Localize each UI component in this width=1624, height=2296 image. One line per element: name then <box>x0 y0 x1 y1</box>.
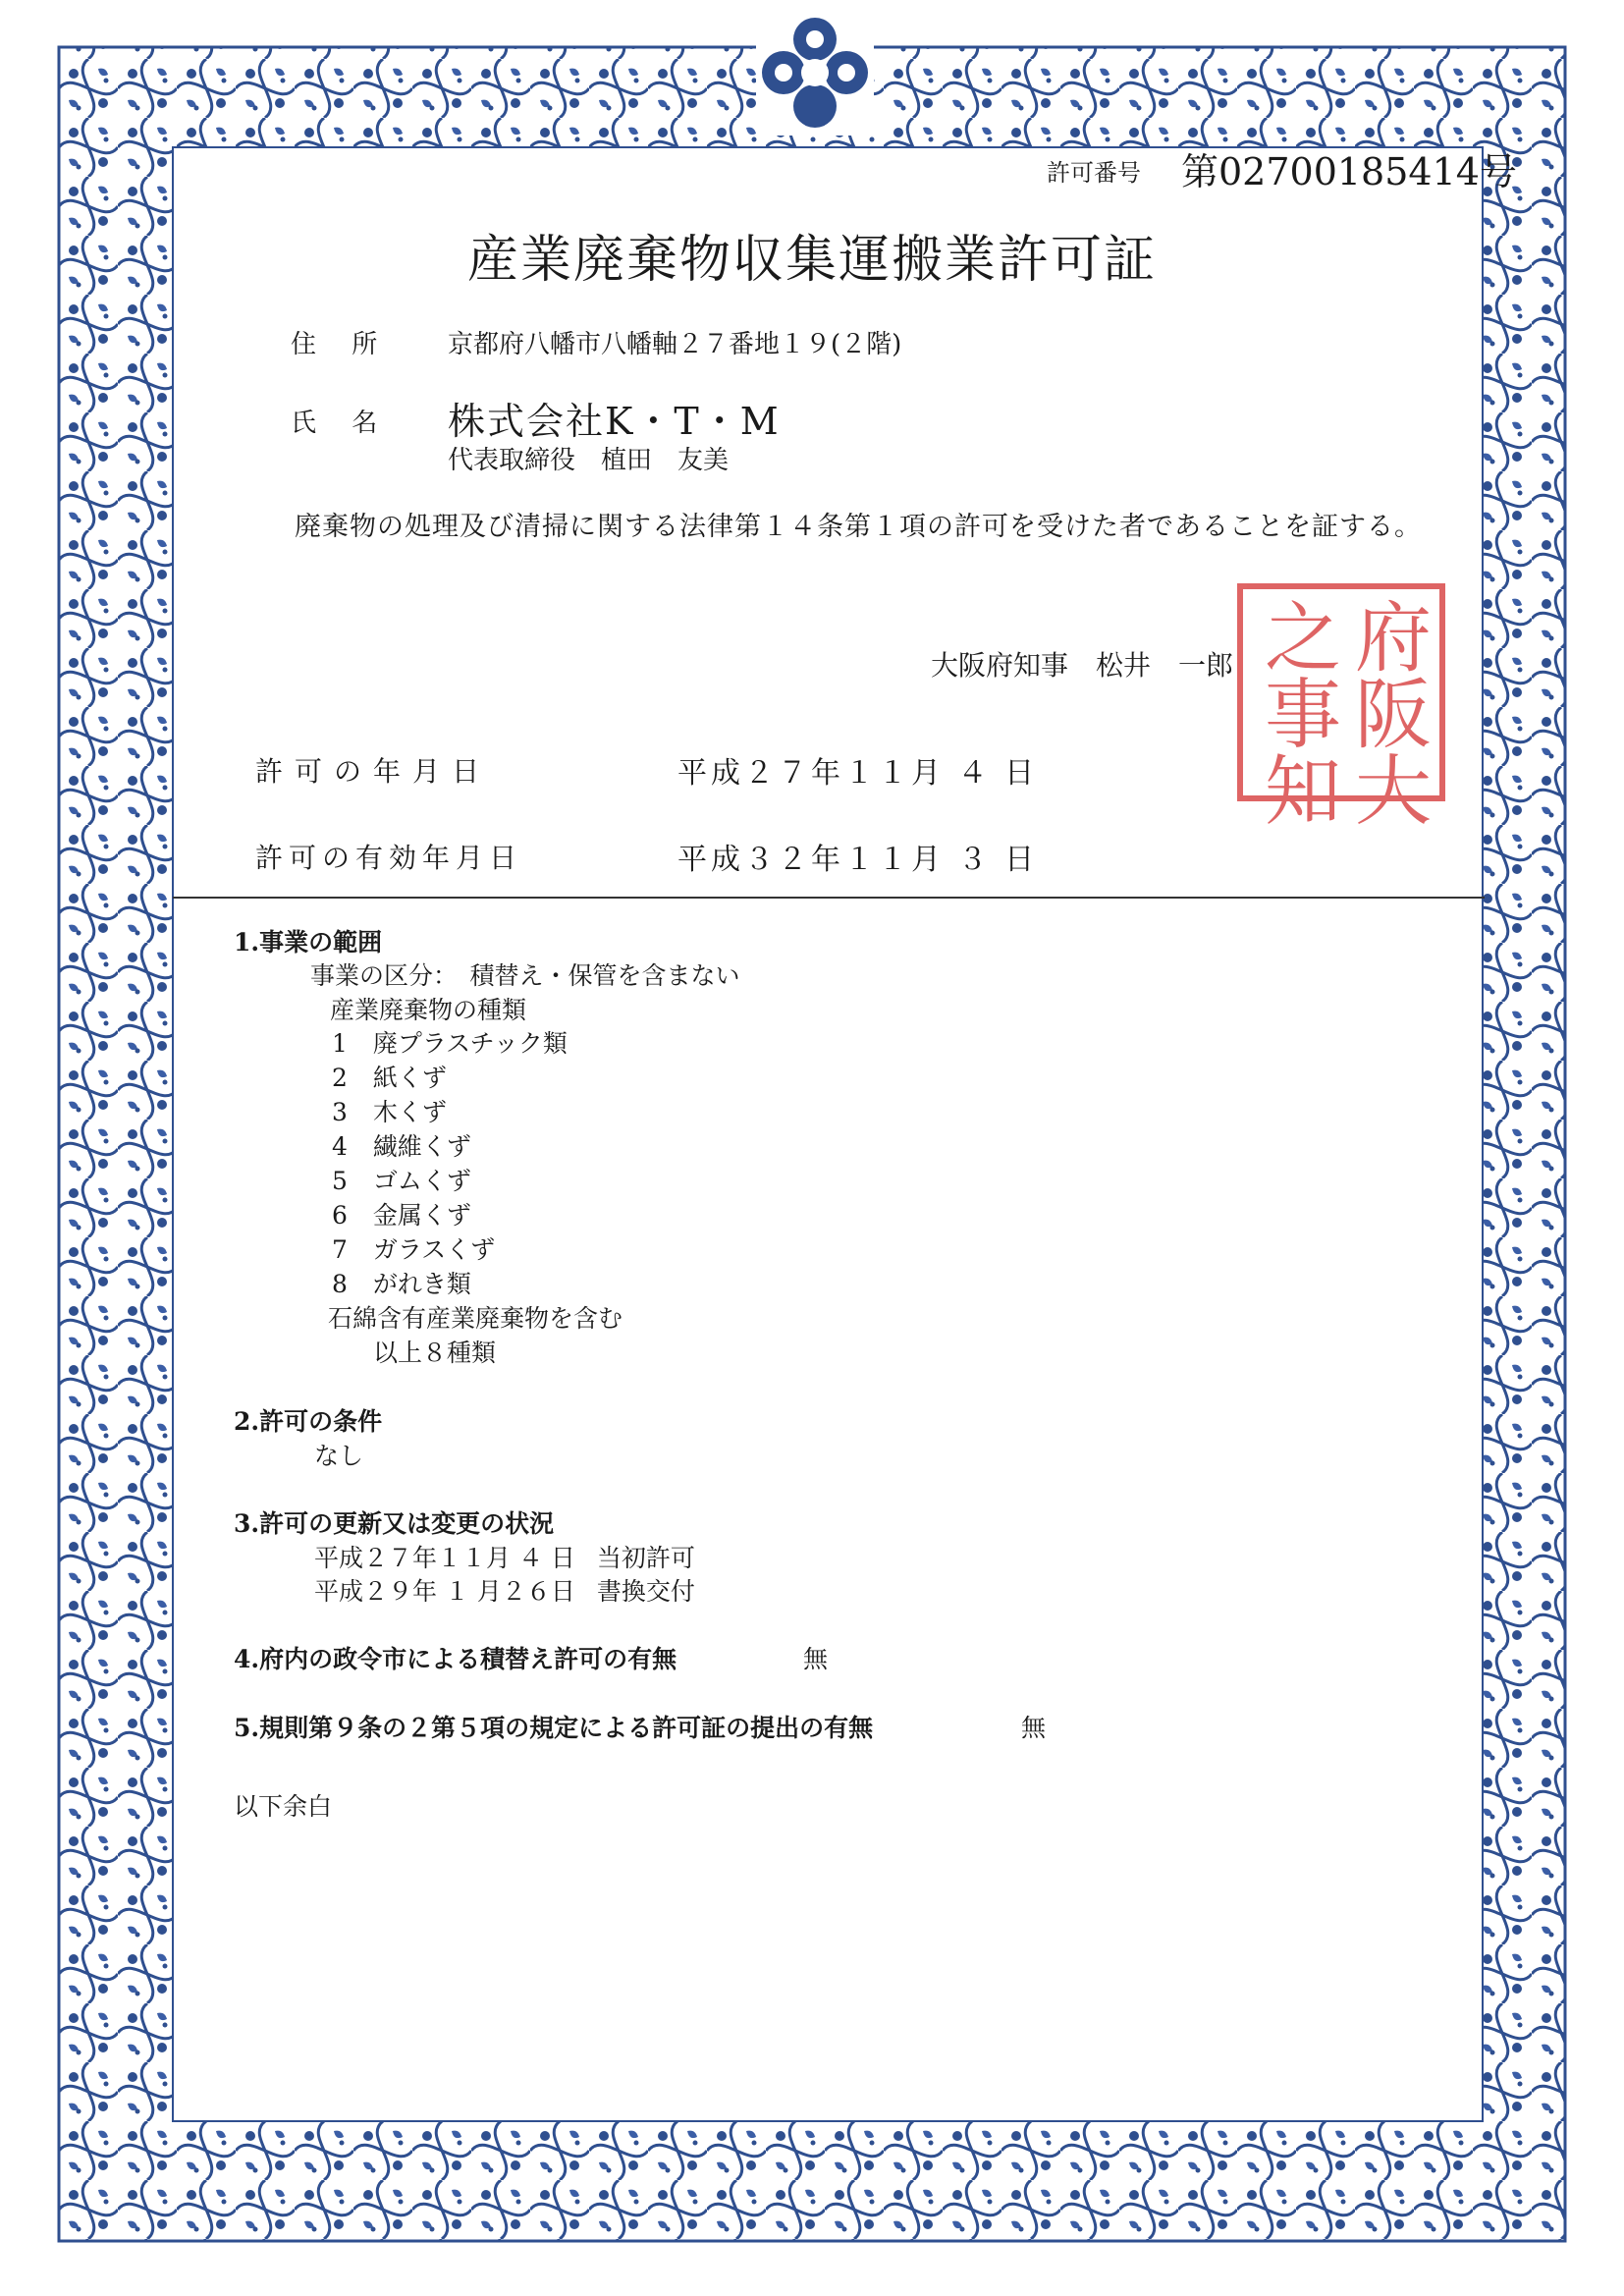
item-number: 2 <box>332 1064 348 1092</box>
permit-date-label: 許可の年月日 <box>255 755 492 788</box>
item-number: 3 <box>332 1098 348 1126</box>
item-number: 6 <box>332 1201 348 1230</box>
list-item <box>332 1230 495 1266</box>
permit-date-value: 平成２７年１１月 ４ 日 <box>677 756 1039 791</box>
seal-char: 之 <box>1252 597 1340 674</box>
seal-char: 事 <box>1252 674 1340 750</box>
seal-char: 大 <box>1342 750 1431 827</box>
prefecture-emblem <box>756 10 874 136</box>
closing-note: 以下余白 <box>234 1792 333 1821</box>
rule9-value: 無 <box>1021 1714 1047 1742</box>
seal-char: 知 <box>1252 750 1340 827</box>
conditions-value: なし <box>314 1442 364 1470</box>
item-name: ゴムくず <box>372 1167 471 1195</box>
scope-heading: 1.事業の範囲 <box>234 928 383 957</box>
waste-type-total: 以上８種類 <box>373 1339 497 1367</box>
history-event: 書換交付 <box>596 1577 695 1606</box>
divider-line <box>173 897 1485 899</box>
item-name: 木くず <box>372 1098 447 1126</box>
list-item <box>332 1093 447 1128</box>
document-title: 産業廃棄物収集運搬業許可証 <box>466 231 1157 290</box>
item-number: 8 <box>332 1270 348 1298</box>
conditions-heading: 2.許可の条件 <box>234 1407 383 1436</box>
list-item <box>332 1059 447 1094</box>
item-name: 廃プラスチック類 <box>372 1029 568 1058</box>
waste-types-heading: 産業廃棄物の種類 <box>330 996 527 1024</box>
official-seal <box>1237 583 1445 827</box>
item-number: 7 <box>332 1235 348 1264</box>
address-label: 住 所 <box>291 330 392 359</box>
history-heading: 3.許可の更新又は変更の状況 <box>234 1509 555 1538</box>
item-number: 5 <box>332 1167 348 1195</box>
item-name: がれき類 <box>372 1270 471 1298</box>
list-item <box>332 1162 471 1197</box>
business-category: 事業の区分： 積替え・保管を含まない <box>310 961 740 990</box>
rule9-heading: 5.規則第９条の２第５項の規定による許可証の提出の有無 <box>234 1714 874 1742</box>
governor-name: 大阪府知事 松井 一郎 <box>931 649 1234 682</box>
item-name: ガラスくず <box>372 1235 496 1264</box>
history-date: 平成２７年１１月 ４ 日 <box>314 1544 575 1572</box>
history-date: 平成２９年 １ 月２６日 <box>314 1577 575 1606</box>
transfer-heading: 4.府内の政令市による積替え許可の有無 <box>234 1645 677 1673</box>
list-item <box>332 1196 471 1231</box>
valid-until-value: 平成３２年１１月 ３ 日 <box>677 843 1039 877</box>
item-name: 繊維くず <box>372 1132 471 1161</box>
item-number: 4 <box>332 1132 348 1161</box>
list-item <box>332 1127 471 1163</box>
address-value: 京都府八幡市八幡軸２７番地１９(２階) <box>448 330 902 359</box>
seal-char: 府 <box>1342 597 1431 674</box>
item-name: 金属くず <box>372 1201 471 1230</box>
history-event: 当初許可 <box>596 1544 695 1572</box>
representative-name: 代表取締役 植田 友美 <box>448 446 730 475</box>
permit-number-label: 許可番号 <box>1047 159 1141 187</box>
asbestos-note: 石綿含有産業廃棄物を含む <box>328 1304 623 1333</box>
transfer-value: 無 <box>803 1645 829 1673</box>
history-entry <box>314 1539 695 1574</box>
valid-until-label: 許可の有効年月日 <box>255 842 523 874</box>
name-label: 氏 名 <box>291 409 392 438</box>
history-entry <box>314 1572 695 1608</box>
permit-number-value: 第02700185414号 <box>1181 150 1517 193</box>
list-item <box>332 1024 568 1060</box>
company-name: 株式会社K・T・M <box>448 400 781 443</box>
item-number: 1 <box>332 1029 348 1058</box>
item-name: 紙くず <box>372 1064 447 1092</box>
certification-statement: 廃棄物の処理及び清掃に関する法律第１４条第１項の許可を受けた者であることを証する。 <box>295 512 1422 542</box>
seal-char: 阪 <box>1342 674 1431 750</box>
list-item <box>332 1265 471 1300</box>
